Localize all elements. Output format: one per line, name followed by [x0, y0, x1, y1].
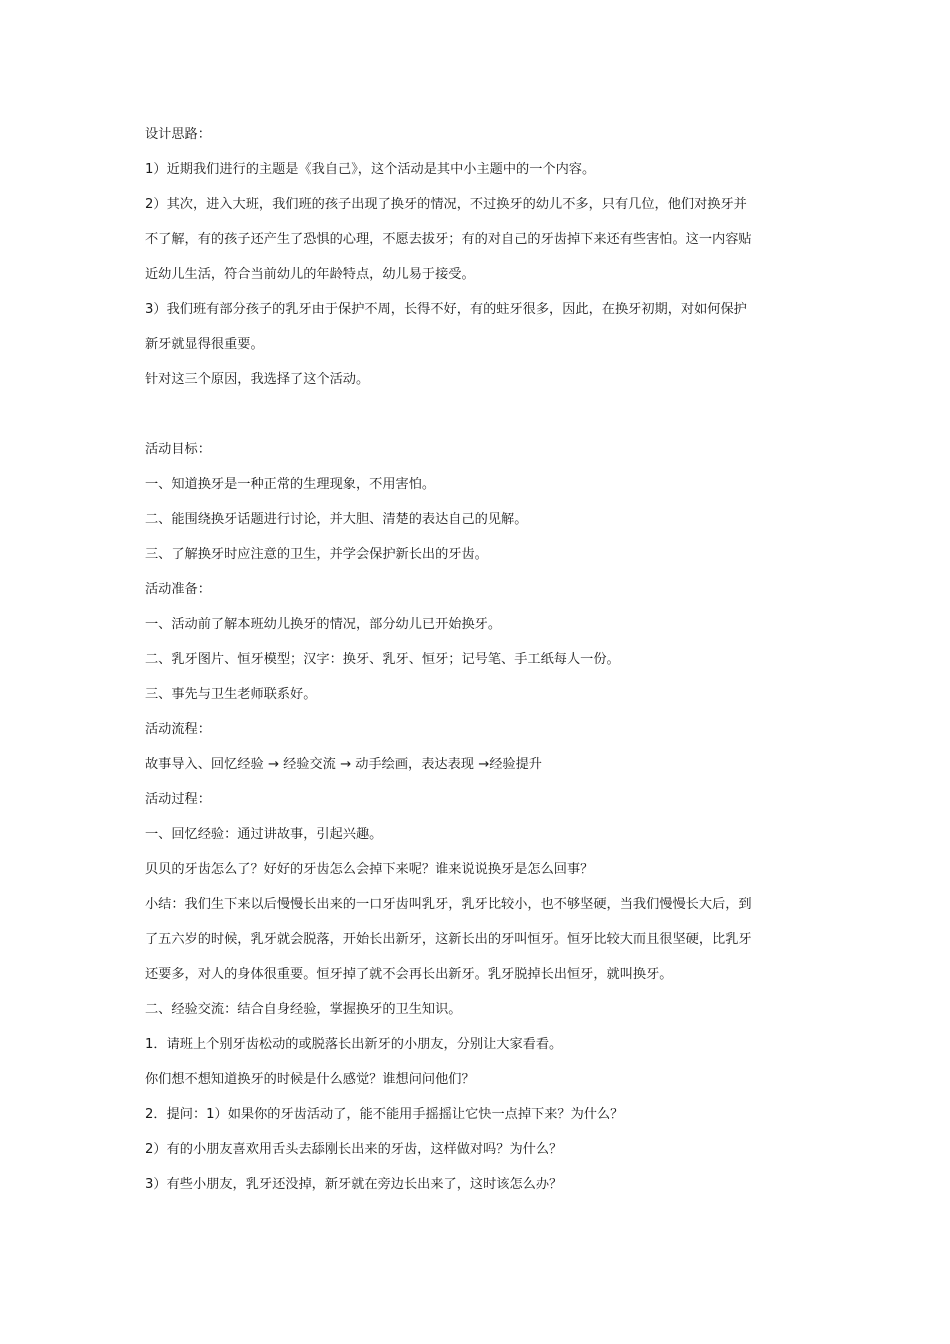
heading-design-idea: 设计思路：: [145, 127, 211, 142]
paragraph-line: 你们想不想知道换牙的时候是什么感觉？谁想问问他们？: [145, 1072, 475, 1087]
paragraph-line: 贝贝的牙齿怎么了？好好的牙齿怎么会掉下来呢？谁来说说换牙是怎么回事？: [145, 862, 594, 877]
heading-preparation: 活动准备：: [145, 582, 211, 597]
paragraph-line: 2）其次，进入大班，我们班的孩子出现了换牙的情况，不过换牙的幼儿不多，只有几位，他们对换牙并: [145, 197, 747, 212]
paragraph-line: 近幼儿生活，符合当前幼儿的年龄特点，幼儿易于接受。: [145, 267, 475, 282]
paragraph-line: 3）我们班有部分孩子的乳牙由于保护不周，长得不好，有的蛀牙很多，因此，在换牙初期，对如何保护: [145, 302, 747, 317]
paragraph-line: 了五六岁的时候，乳牙就会脱落，开始长出新牙，这新长出的牙叫恒牙。恒牙比较大而且很坚硬，比乳牙: [145, 932, 752, 947]
heading-process: 活动过程：: [145, 792, 211, 807]
flow-line: 故事导入、回忆经验 → 经验交流 → 动手绘画，表达表现 →经验提升: [145, 757, 542, 772]
list-item: 二、乳牙图片、恒牙模型；汉字：换牙、乳牙、恒牙；记号笔、手工纸每人一份。: [145, 652, 620, 667]
heading-objectives: 活动目标：: [145, 442, 211, 457]
paragraph-line: 小结：我们生下来以后慢慢长出来的一口牙齿叫乳牙，乳牙比较小，也不够坚硬，当我们慢慢长大后，到: [145, 897, 752, 912]
paragraph-line: 新牙就显得很重要。: [145, 337, 264, 352]
paragraph-line: 针对这三个原因，我选择了这个活动。: [145, 372, 370, 387]
list-item: 三、事先与卫生老师联系好。: [145, 687, 317, 702]
paragraph-line: 二、经验交流：结合自身经验，掌握换牙的卫生知识。: [145, 1002, 462, 1017]
list-item: 一、知道换牙是一种正常的生理现象，不用害怕。: [145, 477, 436, 492]
list-item: 三、了解换牙时应注意的卫生，并学会保护新长出的牙齿。: [145, 547, 488, 562]
paragraph-line: 1．请班上个别牙齿松动的或脱落长出新牙的小朋友，分别让大家看看。: [145, 1037, 563, 1052]
paragraph-line: 一、回忆经验：通过讲故事，引起兴趣。: [145, 827, 383, 842]
list-item: 一、活动前了解本班幼儿换牙的情况，部分幼儿已开始换牙。: [145, 617, 502, 632]
heading-flow: 活动流程：: [145, 722, 211, 737]
list-item: 二、能围绕换牙话题进行讨论，并大胆、清楚的表达自己的见解。: [145, 512, 528, 527]
paragraph-line: 1）近期我们进行的主题是《我自己》，这个活动是其中小主题中的一个内容。: [145, 162, 596, 177]
paragraph-line: 2）有的小朋友喜欢用舌头去舔刚长出来的牙齿，这样做对吗？为什么？: [145, 1142, 563, 1157]
paragraph-line: 不了解，有的孩子还产生了恐惧的心理，不愿去拔牙；有的对自己的牙齿掉下来还有些害怕。这一内容贴: [145, 232, 752, 247]
paragraph-line: 还要多，对人的身体很重要。恒牙掉了就不会再长出新牙。乳牙脱掉长出恒牙，就叫换牙。: [145, 967, 673, 982]
paragraph-line: 3）有些小朋友，乳牙还没掉，新牙就在旁边长出来了，这时该怎么办？: [145, 1177, 563, 1192]
paragraph-line: 2．提问：1）如果你的牙齿活动了，能不能用手摇摇让它快一点掉下来？为什么？: [145, 1107, 624, 1122]
